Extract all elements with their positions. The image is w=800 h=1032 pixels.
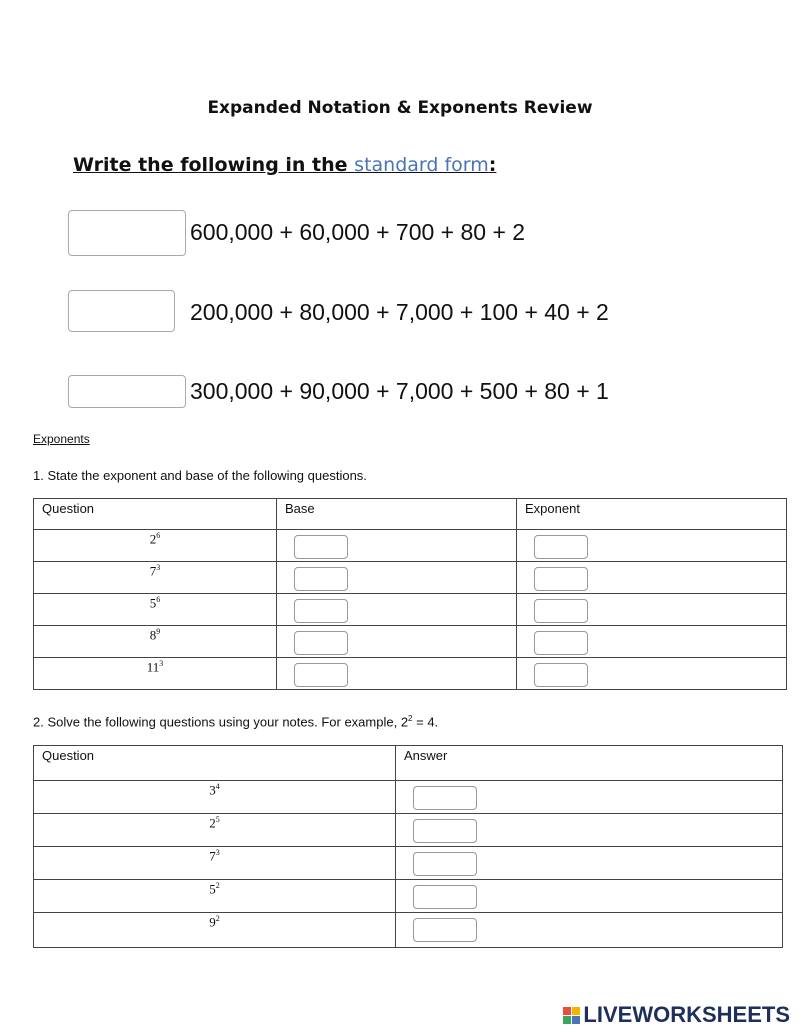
table-row [34,626,787,658]
table-row [34,847,783,880]
header-exponent: Exponent [517,499,787,530]
power-expression [34,781,396,814]
table-row [34,781,783,814]
exponent-input[interactable] [534,535,588,559]
exponent-cell [517,530,787,562]
base-input[interactable] [294,567,348,591]
q2-instruction [33,714,438,729]
header-question: Question [34,746,396,781]
power-base: 11 [146,659,160,675]
table-row [34,594,787,626]
answer-cell [396,913,783,948]
base-input[interactable] [294,631,348,655]
exponent-input[interactable] [534,567,588,591]
base-cell [277,626,517,658]
example-result: = 4. [412,714,439,730]
exponents-label: Exponents [33,432,90,446]
table-row [34,913,783,948]
power-exponent: 3 [156,563,161,572]
base-input[interactable] [294,599,348,623]
header-answer: Answer [396,746,783,781]
power-base: 3 [209,782,216,798]
exponent-input[interactable] [534,663,588,687]
base-input[interactable] [294,663,348,687]
power-base: 7 [149,563,157,579]
exponent-input[interactable] [534,631,588,655]
power-expression [34,880,396,913]
power-base: 9 [209,914,216,930]
answer-input-2[interactable] [68,290,175,332]
power-exponent: 9 [156,627,161,636]
q1-instruction: 1. State the exponent and base of the following questions. [33,468,367,483]
expanded-expression-2: 200,000 + 80,000 + 7,000 + 100 + 40 + 2 [190,299,609,325]
logo-grid-icon [563,1007,580,1024]
header-question: Question [34,499,277,530]
power-expression [34,847,396,880]
power-expression [34,530,277,562]
power-expression [34,562,277,594]
power-expression [34,594,277,626]
heading-text: Write the following in the [73,154,355,176]
answer-input[interactable] [413,918,477,942]
answer-cell [396,880,783,913]
table-row [34,814,783,847]
exponent-cell [517,594,787,626]
answer-cell [396,814,783,847]
logo-text: LIVEWORKSHEETS [583,1002,790,1027]
answer-input[interactable] [413,852,477,876]
base-cell [277,594,517,626]
power-base: 5 [149,595,157,611]
power-exponent: 2 [215,881,220,890]
power-exponent: 2 [215,914,220,923]
power-base: 8 [149,627,157,643]
base-cell [277,658,517,690]
answer-input[interactable] [413,786,477,810]
example-exponent: 2 [408,714,413,723]
heading-suffix: : [488,154,497,176]
answer-input-1[interactable] [68,210,186,256]
power-exponent: 6 [156,595,161,604]
exponent-cell [517,626,787,658]
power-base: 5 [209,881,216,897]
power-base: 7 [209,848,216,864]
power-base: 2 [149,531,157,547]
table-row [34,658,787,690]
power-exponent: 3 [159,659,164,668]
power-exponent: 4 [215,782,220,791]
table-row [34,562,787,594]
power-expression [34,658,277,690]
exponent-cell [517,562,787,594]
base-input[interactable] [294,535,348,559]
section-heading [73,154,496,176]
power-exponent: 5 [215,815,220,824]
answer-cell [396,847,783,880]
heading-highlight: standard form [354,154,489,176]
q2-instruction-text: 2. Solve the following questions using your notes. For example, 2 [33,714,409,730]
worksheet-title: Expanded Notation & Exponents Review [207,98,593,118]
table-row [34,880,783,913]
answer-input[interactable] [413,885,477,909]
liveworksheets-logo [563,1002,790,1028]
table-row [34,530,787,562]
power-exponent: 6 [156,531,161,540]
answer-input[interactable] [413,819,477,843]
expanded-expression-1: 600,000 + 60,000 + 700 + 80 + 2 [190,219,526,245]
power-expression [34,913,396,948]
base-cell [277,562,517,594]
exponent-cell [517,658,787,690]
expanded-expression-3: 300,000 + 90,000 + 7,000 + 500 + 80 + 1 [190,378,609,404]
answer-input-3[interactable] [68,375,186,408]
power-expression [34,626,277,658]
power-expression [34,814,396,847]
solve-table [33,745,783,948]
power-base: 2 [209,815,216,831]
answer-cell [396,781,783,814]
power-exponent: 3 [215,848,220,857]
header-base: Base [277,499,517,530]
base-exponent-table [33,498,787,690]
base-cell [277,530,517,562]
exponent-input[interactable] [534,599,588,623]
